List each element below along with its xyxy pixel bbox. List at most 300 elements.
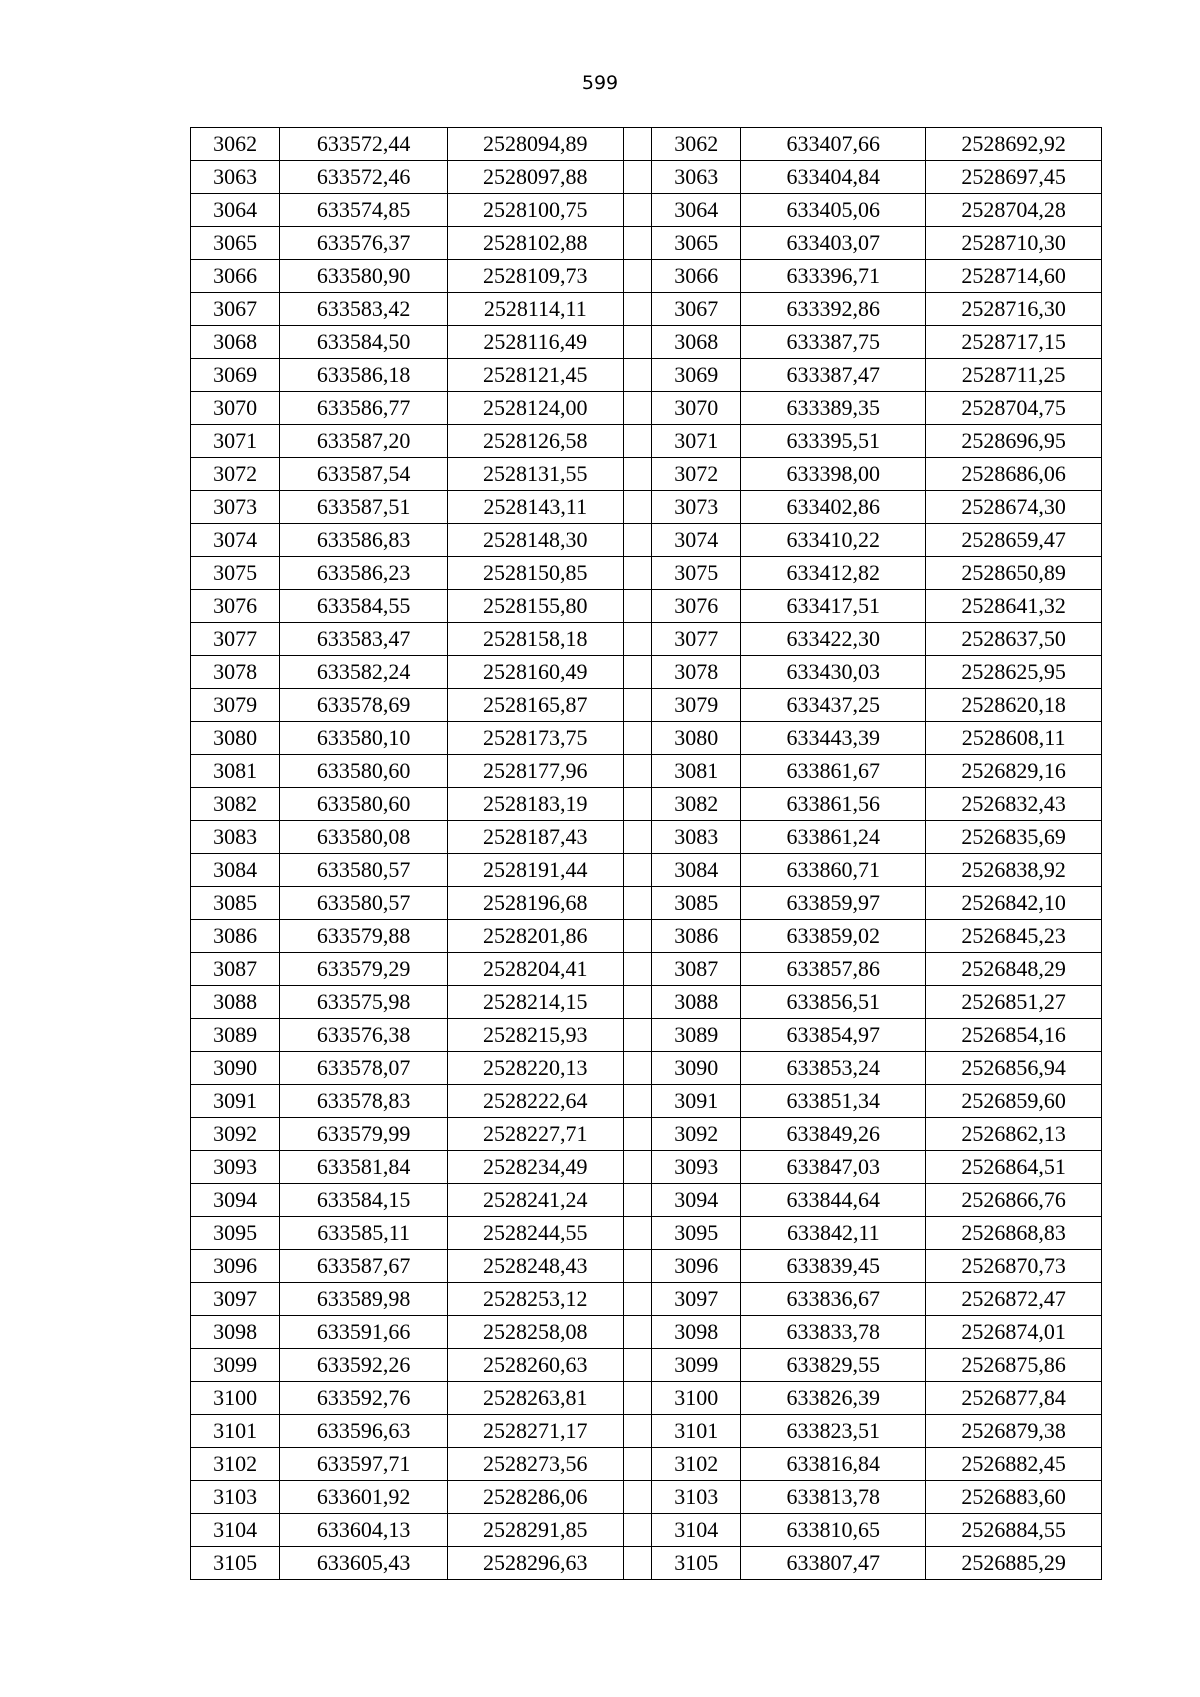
right-x-coordinate-cell: 633387,75 (741, 326, 926, 359)
right-x-coordinate-cell: 633813,78 (741, 1481, 926, 1514)
table-row (191, 1547, 1102, 1580)
right-point-number-cell: 3083 (652, 821, 741, 854)
left-x-coordinate-cell: 633576,37 (280, 227, 448, 260)
table-row (191, 953, 1102, 986)
right-x-coordinate-cell: 633842,11 (741, 1217, 926, 1250)
spacer-cell (623, 260, 651, 293)
right-point-number-cell: 3093 (652, 1151, 741, 1184)
left-point-number-cell: 3086 (191, 920, 280, 953)
right-point-number-cell: 3065 (652, 227, 741, 260)
right-x-coordinate-cell: 633859,02 (741, 920, 926, 953)
left-y-coordinate-cell: 2528263,81 (447, 1382, 623, 1415)
right-y-coordinate-cell: 2526882,45 (926, 1448, 1102, 1481)
right-x-coordinate-cell: 633849,26 (741, 1118, 926, 1151)
table-row (191, 491, 1102, 524)
left-point-number-cell: 3074 (191, 524, 280, 557)
left-x-coordinate-cell: 633580,90 (280, 260, 448, 293)
left-y-coordinate-cell: 2528222,64 (447, 1085, 623, 1118)
left-point-number-cell: 3105 (191, 1547, 280, 1580)
left-point-number-cell: 3069 (191, 359, 280, 392)
left-x-coordinate-cell: 633580,60 (280, 788, 448, 821)
left-y-coordinate-cell: 2528160,49 (447, 656, 623, 689)
right-y-coordinate-cell: 2528696,95 (926, 425, 1102, 458)
left-x-coordinate-cell: 633581,84 (280, 1151, 448, 1184)
table-row (191, 227, 1102, 260)
spacer-cell (623, 953, 651, 986)
table-row (191, 1415, 1102, 1448)
right-point-number-cell: 3090 (652, 1052, 741, 1085)
right-point-number-cell: 3068 (652, 326, 741, 359)
left-x-coordinate-cell: 633587,54 (280, 458, 448, 491)
right-point-number-cell: 3105 (652, 1547, 741, 1580)
left-point-number-cell: 3076 (191, 590, 280, 623)
table-row (191, 260, 1102, 293)
table-row (191, 722, 1102, 755)
right-y-coordinate-cell: 2526856,94 (926, 1052, 1102, 1085)
left-point-number-cell: 3104 (191, 1514, 280, 1547)
left-y-coordinate-cell: 2528121,45 (447, 359, 623, 392)
right-y-coordinate-cell: 2528637,50 (926, 623, 1102, 656)
left-y-coordinate-cell: 2528204,41 (447, 953, 623, 986)
left-y-coordinate-cell: 2528155,80 (447, 590, 623, 623)
spacer-cell (623, 656, 651, 689)
right-y-coordinate-cell: 2526866,76 (926, 1184, 1102, 1217)
right-y-coordinate-cell: 2528717,15 (926, 326, 1102, 359)
right-y-coordinate-cell: 2528697,45 (926, 161, 1102, 194)
left-point-number-cell: 3068 (191, 326, 280, 359)
right-y-coordinate-cell: 2526829,16 (926, 755, 1102, 788)
table-row (191, 755, 1102, 788)
table-row (191, 1316, 1102, 1349)
table-row (191, 326, 1102, 359)
right-y-coordinate-cell: 2528716,30 (926, 293, 1102, 326)
right-point-number-cell: 3072 (652, 458, 741, 491)
left-y-coordinate-cell: 2528201,86 (447, 920, 623, 953)
left-point-number-cell: 3091 (191, 1085, 280, 1118)
table-row (191, 1283, 1102, 1316)
right-y-coordinate-cell: 2528650,89 (926, 557, 1102, 590)
right-y-coordinate-cell: 2526835,69 (926, 821, 1102, 854)
right-x-coordinate-cell: 633410,22 (741, 524, 926, 557)
left-x-coordinate-cell: 633587,67 (280, 1250, 448, 1283)
right-point-number-cell: 3088 (652, 986, 741, 1019)
left-x-coordinate-cell: 633578,83 (280, 1085, 448, 1118)
left-y-coordinate-cell: 2528114,11 (447, 293, 623, 326)
right-y-coordinate-cell: 2528686,06 (926, 458, 1102, 491)
left-y-coordinate-cell: 2528126,58 (447, 425, 623, 458)
left-x-coordinate-cell: 633604,13 (280, 1514, 448, 1547)
left-point-number-cell: 3083 (191, 821, 280, 854)
left-x-coordinate-cell: 633580,60 (280, 755, 448, 788)
left-point-number-cell: 3080 (191, 722, 280, 755)
spacer-cell (623, 293, 651, 326)
right-point-number-cell: 3102 (652, 1448, 741, 1481)
left-point-number-cell: 3082 (191, 788, 280, 821)
table-row (191, 524, 1102, 557)
spacer-cell (623, 1184, 651, 1217)
left-point-number-cell: 3103 (191, 1481, 280, 1514)
right-y-coordinate-cell: 2526851,27 (926, 986, 1102, 1019)
spacer-cell (623, 524, 651, 557)
right-point-number-cell: 3094 (652, 1184, 741, 1217)
left-point-number-cell: 3088 (191, 986, 280, 1019)
left-x-coordinate-cell: 633589,98 (280, 1283, 448, 1316)
left-x-coordinate-cell: 633572,44 (280, 128, 448, 161)
right-y-coordinate-cell: 2526848,29 (926, 953, 1102, 986)
right-point-number-cell: 3069 (652, 359, 741, 392)
spacer-cell (623, 986, 651, 1019)
left-y-coordinate-cell: 2528191,44 (447, 854, 623, 887)
left-point-number-cell: 3087 (191, 953, 280, 986)
left-point-number-cell: 3093 (191, 1151, 280, 1184)
right-point-number-cell: 3089 (652, 1019, 741, 1052)
table-row (191, 1019, 1102, 1052)
left-y-coordinate-cell: 2528296,63 (447, 1547, 623, 1580)
spacer-cell (623, 590, 651, 623)
right-x-coordinate-cell: 633405,06 (741, 194, 926, 227)
right-x-coordinate-cell: 633853,24 (741, 1052, 926, 1085)
right-y-coordinate-cell: 2526877,84 (926, 1382, 1102, 1415)
right-x-coordinate-cell: 633816,84 (741, 1448, 926, 1481)
left-point-number-cell: 3067 (191, 293, 280, 326)
right-x-coordinate-cell: 633395,51 (741, 425, 926, 458)
left-x-coordinate-cell: 633586,83 (280, 524, 448, 557)
right-y-coordinate-cell: 2528704,75 (926, 392, 1102, 425)
left-y-coordinate-cell: 2528220,13 (447, 1052, 623, 1085)
right-y-coordinate-cell: 2526859,60 (926, 1085, 1102, 1118)
right-point-number-cell: 3066 (652, 260, 741, 293)
right-x-coordinate-cell: 633422,30 (741, 623, 926, 656)
left-y-coordinate-cell: 2528234,49 (447, 1151, 623, 1184)
left-x-coordinate-cell: 633583,47 (280, 623, 448, 656)
right-point-number-cell: 3086 (652, 920, 741, 953)
right-x-coordinate-cell: 633417,51 (741, 590, 926, 623)
right-x-coordinate-cell: 633392,86 (741, 293, 926, 326)
left-y-coordinate-cell: 2528196,68 (447, 887, 623, 920)
spacer-cell (623, 1052, 651, 1085)
table-row (191, 1184, 1102, 1217)
left-y-coordinate-cell: 2528143,11 (447, 491, 623, 524)
right-x-coordinate-cell: 633407,66 (741, 128, 926, 161)
left-y-coordinate-cell: 2528227,71 (447, 1118, 623, 1151)
table-row (191, 1052, 1102, 1085)
left-y-coordinate-cell: 2528187,43 (447, 821, 623, 854)
left-x-coordinate-cell: 633596,63 (280, 1415, 448, 1448)
table-row (191, 1250, 1102, 1283)
right-point-number-cell: 3104 (652, 1514, 741, 1547)
left-point-number-cell: 3062 (191, 128, 280, 161)
left-x-coordinate-cell: 633572,46 (280, 161, 448, 194)
left-x-coordinate-cell: 633575,98 (280, 986, 448, 1019)
right-y-coordinate-cell: 2526845,23 (926, 920, 1102, 953)
right-x-coordinate-cell: 633412,82 (741, 557, 926, 590)
table-row (191, 1217, 1102, 1250)
left-x-coordinate-cell: 633583,42 (280, 293, 448, 326)
spacer-cell (623, 887, 651, 920)
right-x-coordinate-cell: 633861,67 (741, 755, 926, 788)
right-y-coordinate-cell: 2526879,38 (926, 1415, 1102, 1448)
spacer-cell (623, 1019, 651, 1052)
right-x-coordinate-cell: 633389,35 (741, 392, 926, 425)
right-point-number-cell: 3084 (652, 854, 741, 887)
spacer-cell (623, 854, 651, 887)
left-x-coordinate-cell: 633580,57 (280, 854, 448, 887)
spacer-cell (623, 458, 651, 491)
right-x-coordinate-cell: 633861,56 (741, 788, 926, 821)
right-y-coordinate-cell: 2528659,47 (926, 524, 1102, 557)
left-x-coordinate-cell: 633592,76 (280, 1382, 448, 1415)
spacer-cell (623, 1448, 651, 1481)
right-point-number-cell: 3103 (652, 1481, 741, 1514)
right-point-number-cell: 3075 (652, 557, 741, 590)
table-row (191, 359, 1102, 392)
right-y-coordinate-cell: 2528641,32 (926, 590, 1102, 623)
left-point-number-cell: 3075 (191, 557, 280, 590)
right-point-number-cell: 3063 (652, 161, 741, 194)
left-point-number-cell: 3064 (191, 194, 280, 227)
spacer-cell (623, 1085, 651, 1118)
right-y-coordinate-cell: 2528674,30 (926, 491, 1102, 524)
left-point-number-cell: 3070 (191, 392, 280, 425)
left-x-coordinate-cell: 633584,15 (280, 1184, 448, 1217)
table-row (191, 887, 1102, 920)
left-x-coordinate-cell: 633582,24 (280, 656, 448, 689)
left-x-coordinate-cell: 633587,51 (280, 491, 448, 524)
right-point-number-cell: 3092 (652, 1118, 741, 1151)
right-point-number-cell: 3085 (652, 887, 741, 920)
left-x-coordinate-cell: 633584,55 (280, 590, 448, 623)
right-x-coordinate-cell: 633810,65 (741, 1514, 926, 1547)
table-row (191, 821, 1102, 854)
left-x-coordinate-cell: 633586,23 (280, 557, 448, 590)
right-x-coordinate-cell: 633823,51 (741, 1415, 926, 1448)
left-x-coordinate-cell: 633576,38 (280, 1019, 448, 1052)
right-y-coordinate-cell: 2528711,25 (926, 359, 1102, 392)
table-row (191, 656, 1102, 689)
left-point-number-cell: 3100 (191, 1382, 280, 1415)
left-point-number-cell: 3071 (191, 425, 280, 458)
left-y-coordinate-cell: 2528165,87 (447, 689, 623, 722)
right-x-coordinate-cell: 633844,64 (741, 1184, 926, 1217)
table-row (191, 854, 1102, 887)
spacer-cell (623, 194, 651, 227)
spacer-cell (623, 161, 651, 194)
right-x-coordinate-cell: 633861,24 (741, 821, 926, 854)
left-y-coordinate-cell: 2528248,43 (447, 1250, 623, 1283)
left-point-number-cell: 3063 (191, 161, 280, 194)
left-y-coordinate-cell: 2528260,63 (447, 1349, 623, 1382)
left-x-coordinate-cell: 633601,92 (280, 1481, 448, 1514)
spacer-cell (623, 689, 651, 722)
table-row (191, 986, 1102, 1019)
right-y-coordinate-cell: 2526832,43 (926, 788, 1102, 821)
right-point-number-cell: 3096 (652, 1250, 741, 1283)
right-y-coordinate-cell: 2526872,47 (926, 1283, 1102, 1316)
right-point-number-cell: 3100 (652, 1382, 741, 1415)
right-point-number-cell: 3076 (652, 590, 741, 623)
right-y-coordinate-cell: 2528704,28 (926, 194, 1102, 227)
right-y-coordinate-cell: 2526870,73 (926, 1250, 1102, 1283)
table-row (191, 1514, 1102, 1547)
table-row (191, 1151, 1102, 1184)
right-y-coordinate-cell: 2526868,83 (926, 1217, 1102, 1250)
right-y-coordinate-cell: 2526874,01 (926, 1316, 1102, 1349)
spacer-cell (623, 1349, 651, 1382)
left-y-coordinate-cell: 2528241,24 (447, 1184, 623, 1217)
left-x-coordinate-cell: 633591,66 (280, 1316, 448, 1349)
left-x-coordinate-cell: 633585,11 (280, 1217, 448, 1250)
left-point-number-cell: 3101 (191, 1415, 280, 1448)
right-y-coordinate-cell: 2526862,13 (926, 1118, 1102, 1151)
left-x-coordinate-cell: 633580,10 (280, 722, 448, 755)
left-x-coordinate-cell: 633597,71 (280, 1448, 448, 1481)
spacer-cell (623, 1250, 651, 1283)
left-point-number-cell: 3094 (191, 1184, 280, 1217)
right-point-number-cell: 3070 (652, 392, 741, 425)
right-x-coordinate-cell: 633403,07 (741, 227, 926, 260)
right-x-coordinate-cell: 633398,00 (741, 458, 926, 491)
table-row (191, 1085, 1102, 1118)
right-y-coordinate-cell: 2528620,18 (926, 689, 1102, 722)
right-x-coordinate-cell: 633807,47 (741, 1547, 926, 1580)
left-x-coordinate-cell: 633579,88 (280, 920, 448, 953)
right-x-coordinate-cell: 633829,55 (741, 1349, 926, 1382)
spacer-cell (623, 1316, 651, 1349)
right-x-coordinate-cell: 633833,78 (741, 1316, 926, 1349)
spacer-cell (623, 1382, 651, 1415)
table-row (191, 128, 1102, 161)
left-y-coordinate-cell: 2528271,17 (447, 1415, 623, 1448)
left-point-number-cell: 3065 (191, 227, 280, 260)
table-row (191, 623, 1102, 656)
table-row (191, 458, 1102, 491)
right-y-coordinate-cell: 2528608,11 (926, 722, 1102, 755)
right-point-number-cell: 3078 (652, 656, 741, 689)
left-x-coordinate-cell: 633580,57 (280, 887, 448, 920)
right-point-number-cell: 3071 (652, 425, 741, 458)
left-y-coordinate-cell: 2528148,30 (447, 524, 623, 557)
spacer-cell (623, 1514, 651, 1547)
right-x-coordinate-cell: 633387,47 (741, 359, 926, 392)
left-point-number-cell: 3102 (191, 1448, 280, 1481)
left-y-coordinate-cell: 2528253,12 (447, 1283, 623, 1316)
left-point-number-cell: 3084 (191, 854, 280, 887)
left-x-coordinate-cell: 633574,85 (280, 194, 448, 227)
spacer-cell (623, 722, 651, 755)
spacer-cell (623, 1415, 651, 1448)
right-point-number-cell: 3064 (652, 194, 741, 227)
left-y-coordinate-cell: 2528131,55 (447, 458, 623, 491)
table-row (191, 557, 1102, 590)
right-point-number-cell: 3087 (652, 953, 741, 986)
spacer-cell (623, 920, 651, 953)
left-y-coordinate-cell: 2528244,55 (447, 1217, 623, 1250)
left-y-coordinate-cell: 2528173,75 (447, 722, 623, 755)
right-point-number-cell: 3101 (652, 1415, 741, 1448)
left-y-coordinate-cell: 2528286,06 (447, 1481, 623, 1514)
left-y-coordinate-cell: 2528183,19 (447, 788, 623, 821)
table-row (191, 1382, 1102, 1415)
right-y-coordinate-cell: 2526838,92 (926, 854, 1102, 887)
left-point-number-cell: 3066 (191, 260, 280, 293)
right-point-number-cell: 3097 (652, 1283, 741, 1316)
left-x-coordinate-cell: 633578,69 (280, 689, 448, 722)
right-y-coordinate-cell: 2526842,10 (926, 887, 1102, 920)
left-x-coordinate-cell: 633586,77 (280, 392, 448, 425)
right-y-coordinate-cell: 2526864,51 (926, 1151, 1102, 1184)
right-point-number-cell: 3067 (652, 293, 741, 326)
left-point-number-cell: 3081 (191, 755, 280, 788)
right-x-coordinate-cell: 633826,39 (741, 1382, 926, 1415)
table-row (191, 293, 1102, 326)
left-y-coordinate-cell: 2528258,08 (447, 1316, 623, 1349)
spacer-cell (623, 623, 651, 656)
right-point-number-cell: 3098 (652, 1316, 741, 1349)
right-x-coordinate-cell: 633402,86 (741, 491, 926, 524)
right-point-number-cell: 3095 (652, 1217, 741, 1250)
spacer-cell (623, 326, 651, 359)
left-point-number-cell: 3095 (191, 1217, 280, 1250)
table-row (191, 1349, 1102, 1382)
left-point-number-cell: 3077 (191, 623, 280, 656)
spacer-cell (623, 788, 651, 821)
spacer-cell (623, 1151, 651, 1184)
left-x-coordinate-cell: 633579,99 (280, 1118, 448, 1151)
right-x-coordinate-cell: 633859,97 (741, 887, 926, 920)
left-point-number-cell: 3079 (191, 689, 280, 722)
left-y-coordinate-cell: 2528109,73 (447, 260, 623, 293)
spacer-cell (623, 1118, 651, 1151)
right-x-coordinate-cell: 633443,39 (741, 722, 926, 755)
table-row (191, 590, 1102, 623)
right-point-number-cell: 3079 (652, 689, 741, 722)
left-y-coordinate-cell: 2528177,96 (447, 755, 623, 788)
spacer-cell (623, 557, 651, 590)
left-y-coordinate-cell: 2528273,56 (447, 1448, 623, 1481)
right-x-coordinate-cell: 633836,67 (741, 1283, 926, 1316)
right-point-number-cell: 3073 (652, 491, 741, 524)
table-row (191, 689, 1102, 722)
left-point-number-cell: 3096 (191, 1250, 280, 1283)
spacer-cell (623, 128, 651, 161)
right-point-number-cell: 3080 (652, 722, 741, 755)
left-y-coordinate-cell: 2528214,15 (447, 986, 623, 1019)
table-row (191, 1448, 1102, 1481)
left-point-number-cell: 3090 (191, 1052, 280, 1085)
left-point-number-cell: 3078 (191, 656, 280, 689)
right-x-coordinate-cell: 633854,97 (741, 1019, 926, 1052)
left-x-coordinate-cell: 633586,18 (280, 359, 448, 392)
left-x-coordinate-cell: 633578,07 (280, 1052, 448, 1085)
right-point-number-cell: 3081 (652, 755, 741, 788)
left-y-coordinate-cell: 2528094,89 (447, 128, 623, 161)
right-y-coordinate-cell: 2526885,29 (926, 1547, 1102, 1580)
table-row (191, 425, 1102, 458)
left-point-number-cell: 3072 (191, 458, 280, 491)
table-row (191, 161, 1102, 194)
right-x-coordinate-cell: 633851,34 (741, 1085, 926, 1118)
left-y-coordinate-cell: 2528097,88 (447, 161, 623, 194)
right-point-number-cell: 3099 (652, 1349, 741, 1382)
spacer-cell (623, 392, 651, 425)
right-x-coordinate-cell: 633857,86 (741, 953, 926, 986)
left-x-coordinate-cell: 633580,08 (280, 821, 448, 854)
left-x-coordinate-cell: 633605,43 (280, 1547, 448, 1580)
spacer-cell (623, 1217, 651, 1250)
left-x-coordinate-cell: 633587,20 (280, 425, 448, 458)
left-point-number-cell: 3097 (191, 1283, 280, 1316)
coordinates-table-body (191, 128, 1102, 1580)
